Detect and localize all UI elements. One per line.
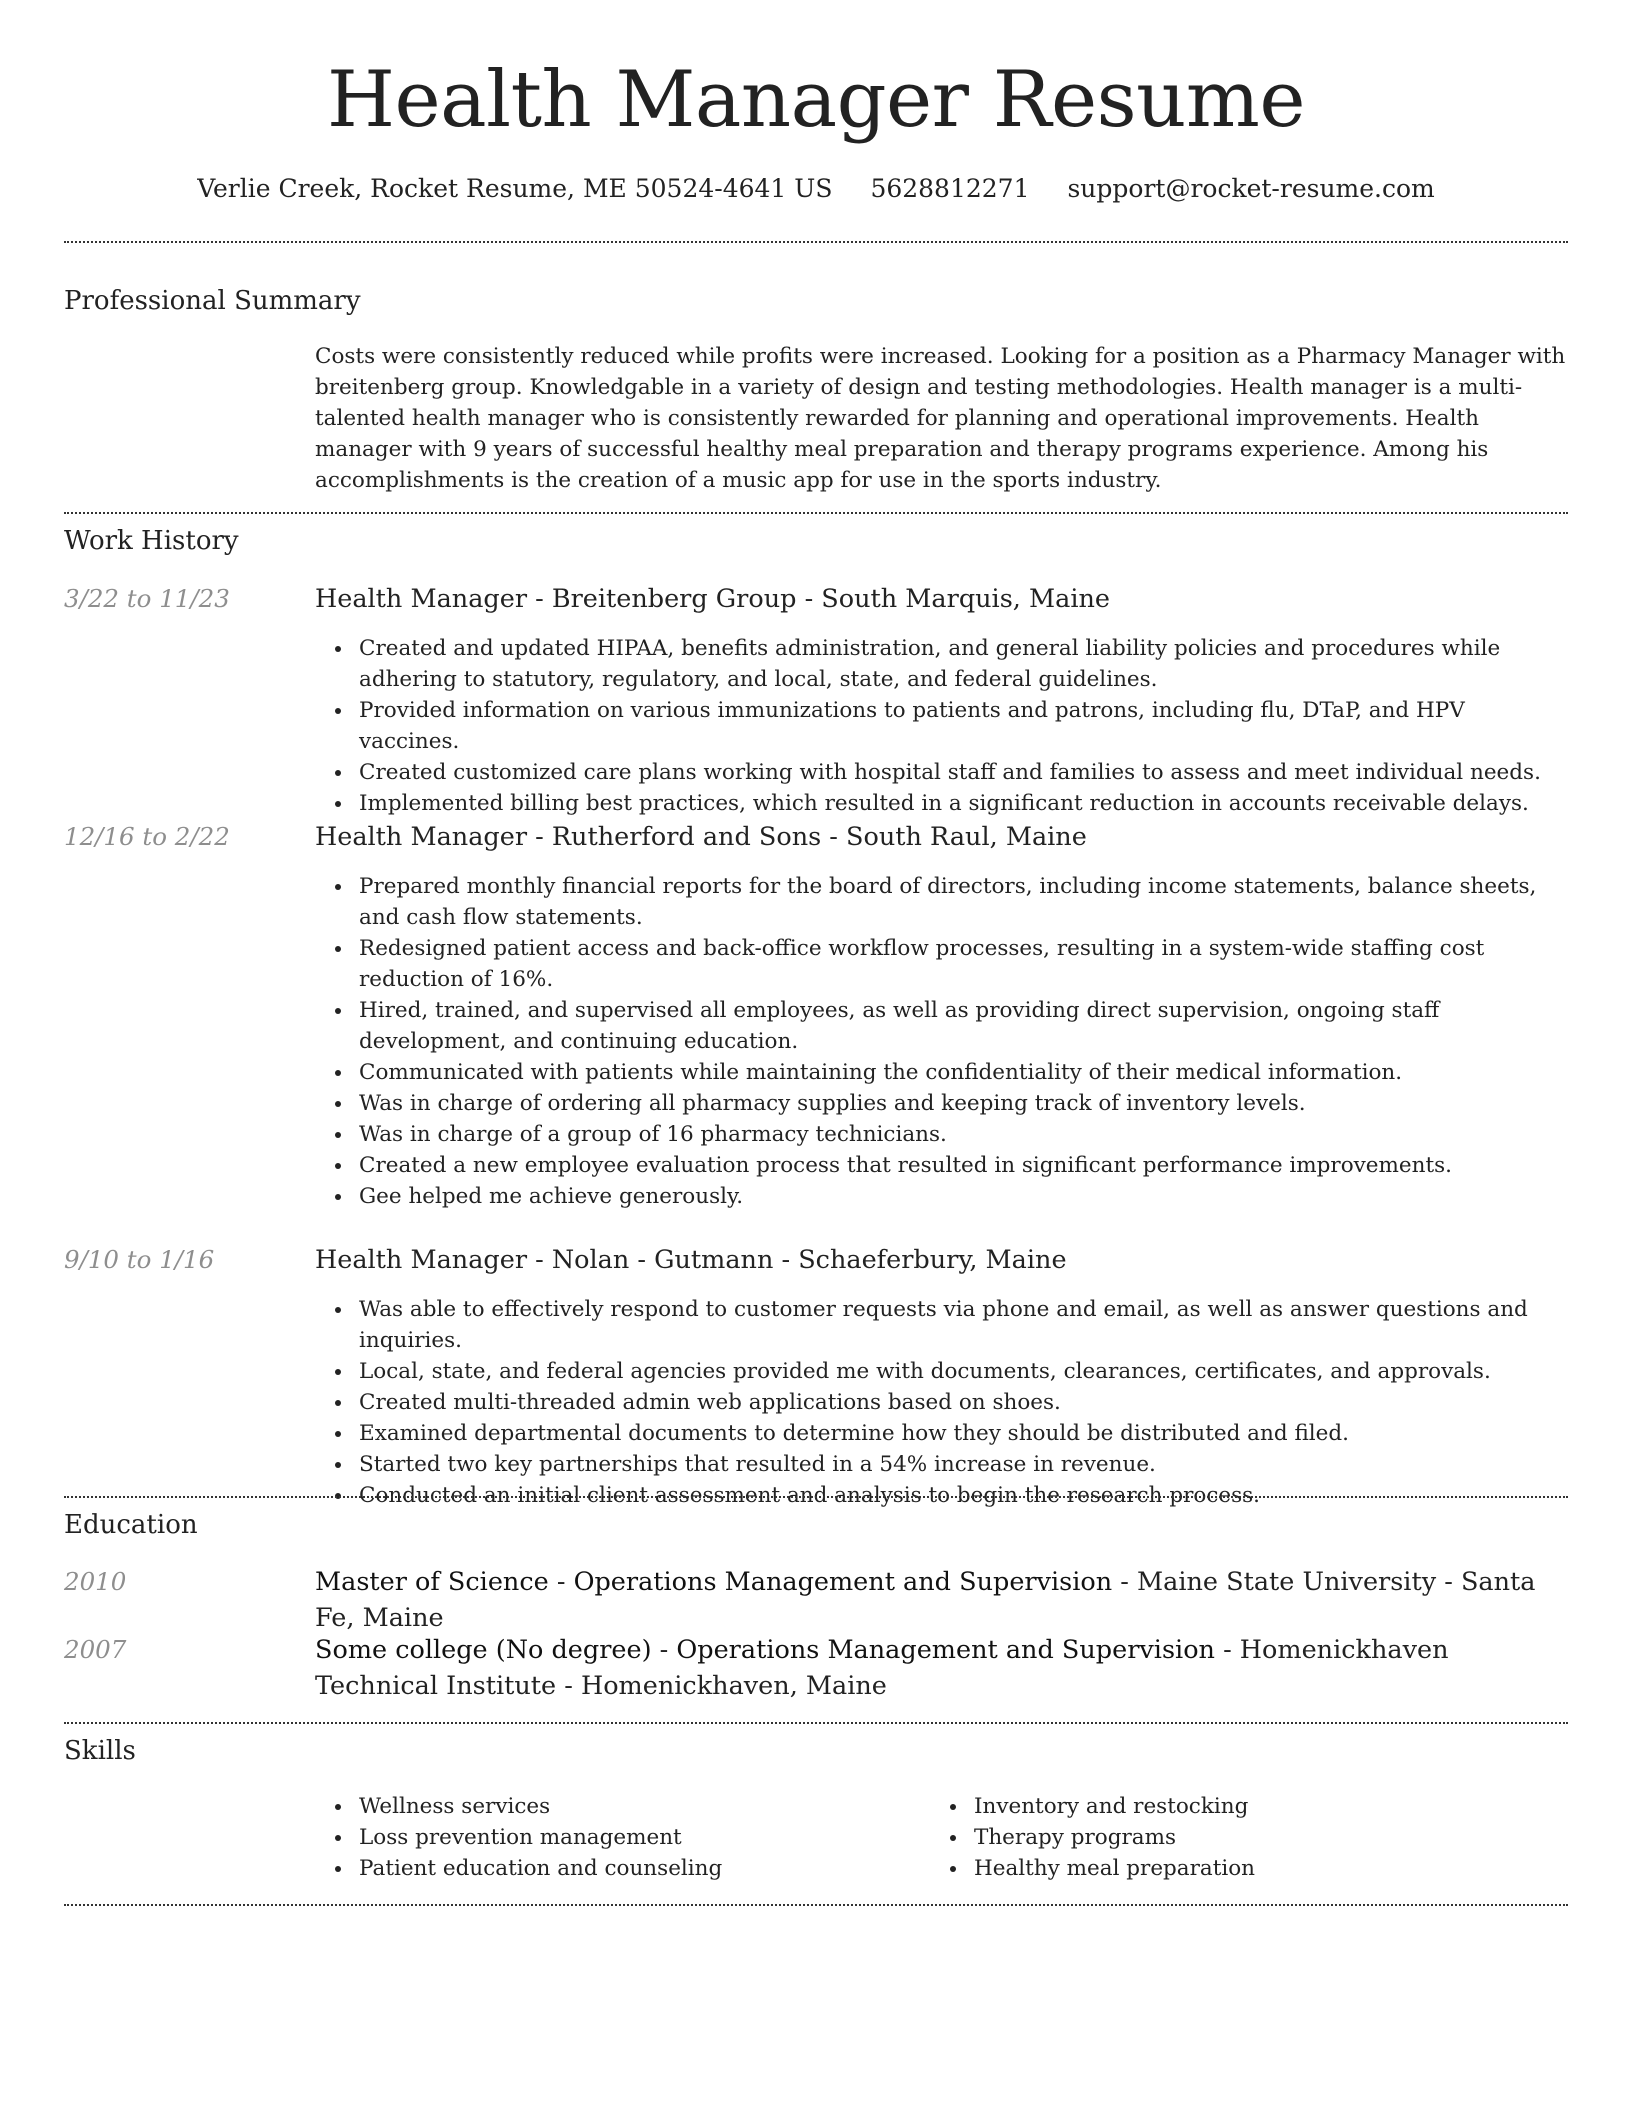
list-item: Started two key partnerships that resulted in a 54% increase in revenue.: [359, 1449, 1568, 1480]
job-title: Health Manager - Breitenberg Group - South Marquis, Maine: [315, 584, 1110, 614]
list-item: Prepared monthly financial reports for the board of directors, including income statements, balance sheets, and cash flow statements.: [359, 871, 1568, 933]
list-item: Provided information on various immunizations to patients and patrons, including flu, DTaP, and HPV vaccines.: [359, 695, 1568, 757]
divider: [64, 1496, 1568, 1498]
list-item: Gee helped me achieve generously.: [359, 1181, 1568, 1212]
contact-line: [64, 172, 1568, 206]
education-school: - Maine State University - Santa Fe, Maine: [315, 1567, 1536, 1633]
education-entry: Master of Science - Operations Management and Supervision - Maine State University - Santa Fe, Maine: [315, 1567, 1536, 1633]
job-title: Health Manager - Rutherford and Sons - South Raul, Maine: [315, 822, 1087, 852]
job-dates: 9/10 to 1/16: [64, 1245, 215, 1274]
list-item: Local, state, and federal agencies provided me with documents, clearances, certificates, and approvals.: [359, 1356, 1568, 1387]
list-item: Communicated with patients while maintaining the confidentiality of their medical information.: [359, 1057, 1568, 1088]
section-heading-summary: Professional Summary: [64, 286, 361, 316]
skills-list-right: [930, 1791, 1545, 1884]
education-year: 2007: [64, 1635, 127, 1664]
divider: [64, 512, 1568, 514]
list-item: Created and updated HIPAA, benefits administration, and general liability policies and procedures while adhering to statutory, regulatory, and local, state, and federal guidelines.: [359, 633, 1568, 695]
list-item: Was in charge of a group of 16 pharmacy technicians.: [359, 1119, 1568, 1150]
contact-address: Verlie Creek, Rocket Resume, ME 50524-4641 US: [197, 174, 833, 203]
list-item: Loss prevention management: [359, 1822, 930, 1853]
education-degree: Master of Science: [315, 1567, 549, 1597]
list-item: Was able to effectively respond to customer requests via phone and email, as well as answer questions and inquiries.: [359, 1294, 1568, 1356]
list-item: Created a new employee evaluation process that resulted in significant performance improvements.: [359, 1150, 1568, 1181]
divider: [64, 1722, 1568, 1724]
education-year: 2010: [64, 1567, 127, 1596]
list-item: Healthy meal preparation: [974, 1853, 1545, 1884]
education-school: - Homenickhaven Technical Institute - Homenickhaven, Maine: [315, 1635, 1449, 1701]
summary-text: Costs were consistently reduced while profits were increased. Looking for a position as a Pharmacy Manager with breitenberg group. Knowledgable in a variety of design and testing methodologies. Health manager is a multi-talented health manager who is consistently rewarded for planning and operational improvements. Health manager with 9 years of successful healthy meal preparation and therapy programs experience. Among his accomplishments is the creation of a music app for use in the sports industry.: [315, 344, 1566, 493]
education-entry: Some college (No degree) - Operations Management and Supervision - Homenickhaven Technical Institute - Homenickhaven, Maine: [315, 1635, 1449, 1701]
list-item: Wellness services: [359, 1791, 930, 1822]
list-item: Therapy programs: [974, 1822, 1545, 1853]
section-heading-work: Work History: [64, 526, 239, 556]
list-item: Inventory and restocking: [974, 1791, 1545, 1822]
education-field: Operations Management and Supervision: [676, 1635, 1215, 1665]
section-heading-education: Education: [64, 1510, 198, 1540]
job-bullets: [315, 1294, 1568, 1511]
page-title: Health Manager Resume: [326, 55, 1306, 145]
list-item: Created multi-threaded admin web applications based on shoes.: [359, 1387, 1568, 1418]
list-item: Hired, trained, and supervised all employees, as well as providing direct supervision, ongoing staff development, and continuing education.: [359, 995, 1568, 1057]
job-dates: 3/22 to 11/23: [64, 584, 230, 613]
list-item: Redesigned patient access and back-office workflow processes, resulting in a system-wide staffing cost reduction of 16%.: [359, 933, 1568, 995]
list-item: Implemented billing best practices, which resulted in a significant reduction in accounts receivable delays.: [359, 788, 1568, 819]
job-title: Health Manager - Nolan - Gutmann - Schaeferbury, Maine: [315, 1245, 1067, 1275]
list-item: Patient education and counseling: [359, 1853, 930, 1884]
education-field: Operations Management and Supervision: [573, 1567, 1113, 1597]
education-degree: Some college (No degree): [315, 1635, 652, 1665]
skills-list-left: [315, 1791, 930, 1884]
job-bullets: [315, 633, 1568, 819]
job-dates: 12/16 to 2/22: [64, 822, 230, 851]
contact-phone: 5628812271: [870, 174, 1030, 203]
list-item: Created customized care plans working with hospital staff and families to assess and meet individual needs.: [359, 757, 1568, 788]
list-item: Examined departmental documents to determine how they should be distributed and filed.: [359, 1418, 1568, 1449]
divider: [64, 241, 1568, 243]
section-heading-skills: Skills: [64, 1736, 136, 1766]
divider: [64, 1904, 1568, 1906]
list-item: Was in charge of ordering all pharmacy supplies and keeping track of inventory levels.: [359, 1088, 1568, 1119]
contact-email[interactable]: support@rocket-resume.com: [1067, 174, 1435, 203]
job-bullets: [315, 871, 1568, 1212]
list-item: Conducted an initial client assessment and analysis to begin the research process.: [359, 1480, 1568, 1511]
